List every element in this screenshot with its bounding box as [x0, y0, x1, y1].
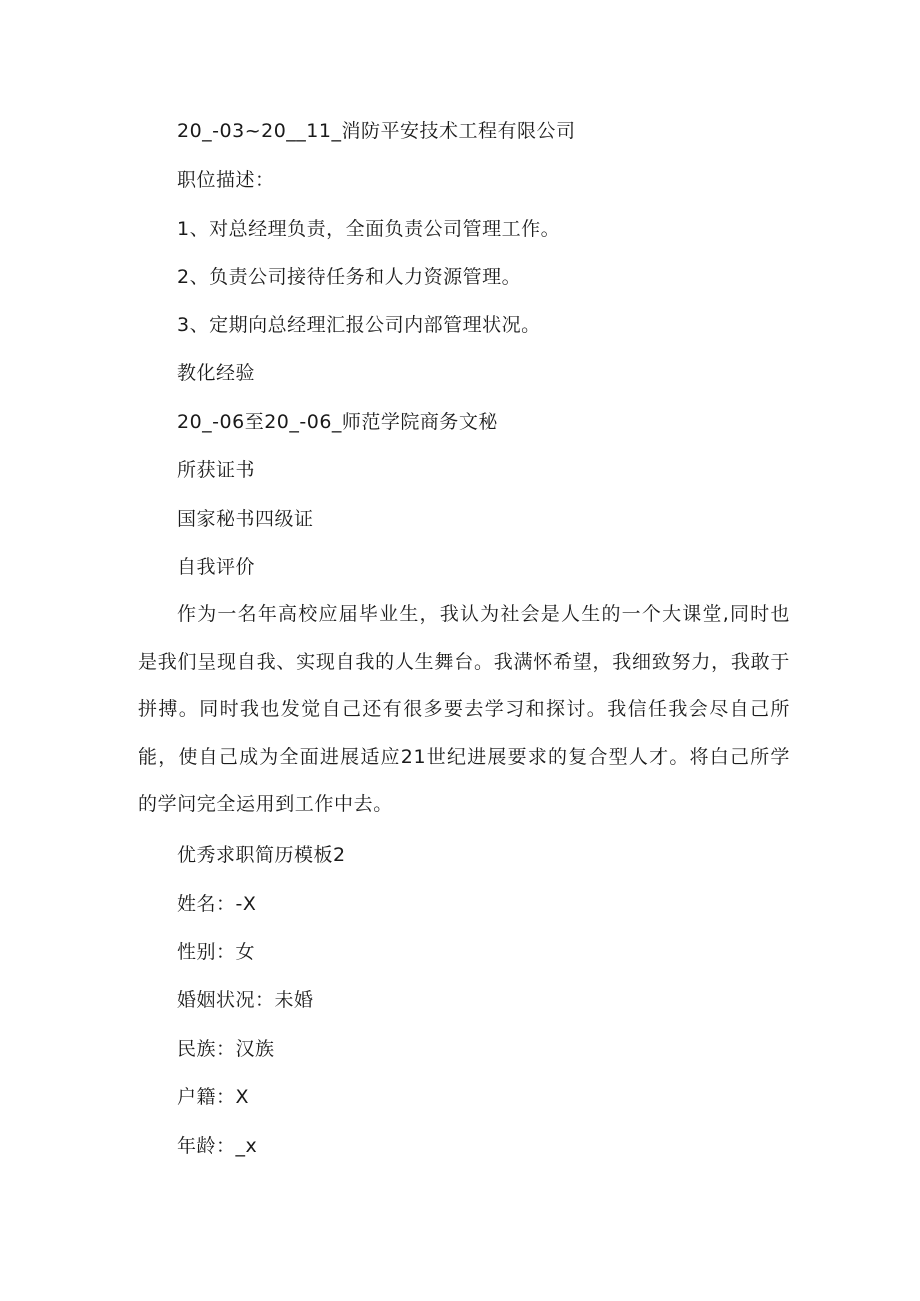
education-entry: 20_-06至20_-06_师范学院商务文秘: [177, 411, 498, 433]
duty-item-3: 3、定期向总经理汇报公司内部管理状况。: [177, 314, 541, 336]
field-gender: 性别：女: [177, 941, 256, 963]
work-experience-entry: 20_-03~20__11_消防平安技术工程有限公司: [177, 120, 576, 142]
job-description-heading: 职位描述：: [177, 169, 275, 191]
self-evaluation-paragraph: 作为一名年高校应届毕业生，我认为社会是人生的一个大课堂,同时也是我们呈现自我、实现自我的人生舞台。我满怀希望，我细致努力，我敢于拼搏。同时我也发觉自己还有很多要去学习和探讨。我信任我会尽自己所能，使自己成为全面进展适应21世纪进展要求的复合型人才。将白己所学的学问完全运用到工作中去。: [138, 603, 790, 815]
duty-item-2: 2、负责公司接待任务和人力资源管理。: [177, 266, 522, 288]
certificates-heading: 所获证书: [177, 459, 256, 481]
certificate-item: 国家秘书四级证: [177, 508, 314, 530]
field-ethnicity: 民族：汉族: [177, 1038, 275, 1060]
field-name: 姓名：-X: [177, 893, 257, 915]
template-title: 优秀求职简历模板2: [177, 844, 346, 866]
field-household-registration: 户籍：X: [177, 1086, 250, 1108]
field-marital-status: 婚姻状况：未婚: [177, 989, 314, 1011]
self-evaluation-heading: 自我评价: [177, 556, 256, 578]
field-age: 年龄：_x: [177, 1135, 258, 1157]
education-heading: 教化经验: [177, 362, 256, 384]
duty-item-1: 1、对总经理负责，全面负责公司管理工作。: [177, 218, 561, 240]
